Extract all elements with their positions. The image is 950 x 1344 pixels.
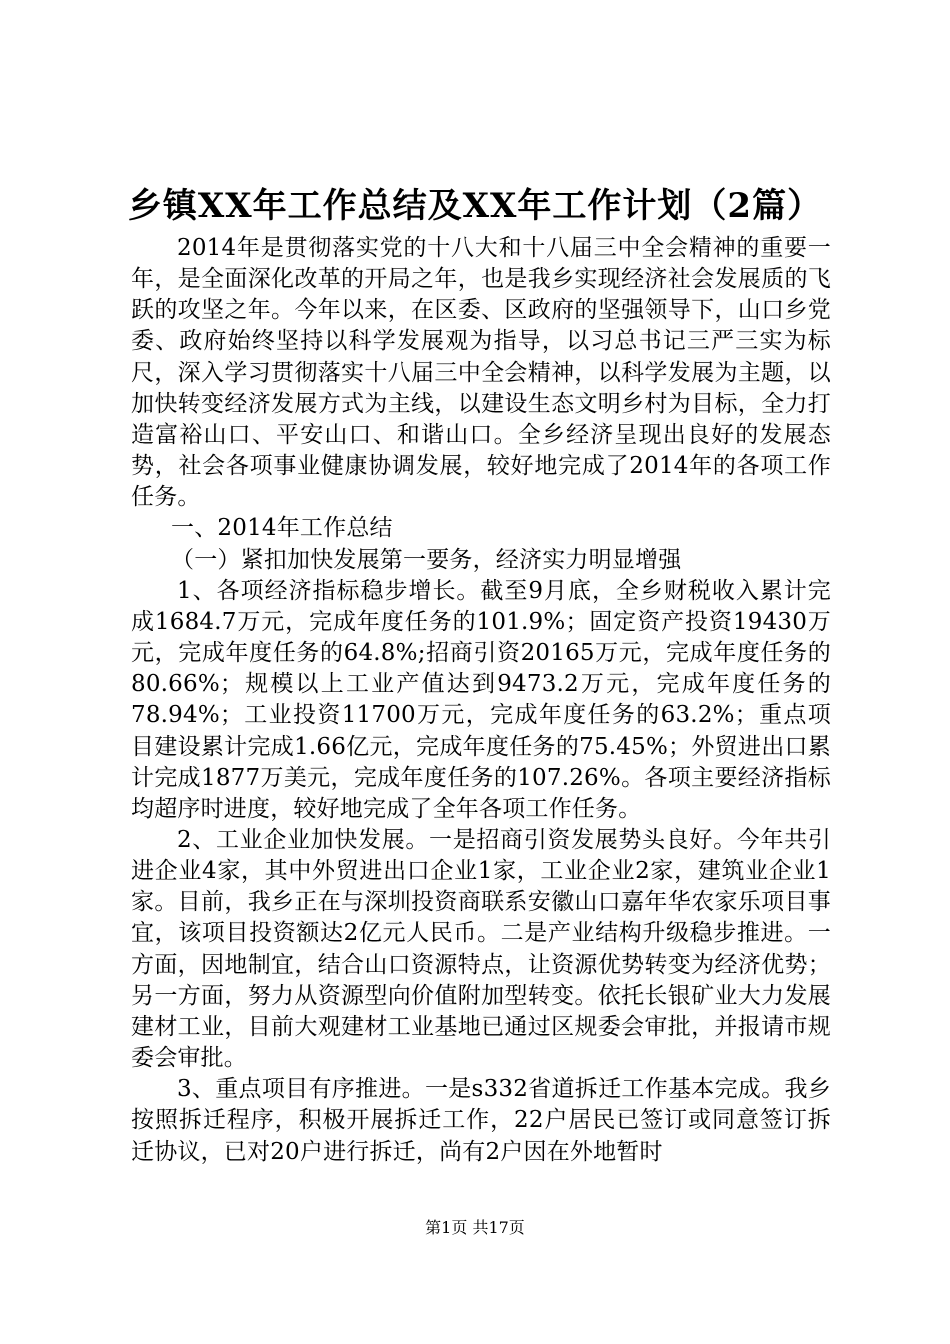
paragraph-key-projects: 3、重点项目有序推进。一是s332省道拆迁工作基本完成。我乡按照拆迁程序，积极开展拆迁工作，22户居民已签订或同意签订拆迁协议，已对20户进行拆迁，尚有2户因在外地暂时 bbox=[131, 1076, 831, 1165]
page-number: 第1页 共17页 bbox=[425, 1218, 525, 1237]
paragraph-intro: 2014年是贯彻落实党的十八大和十八届三中全会精神的重要一年，是全面深化改革的开局之年，也是我乡实现经济社会发展质的飞跃的攻坚之年。今年以来，在区委、区政府的坚强领导下，山口乡党委、政府始终坚持以科学发展观为指导，以习总书记三严三实为标尺，深入学习贯彻落实十八届三中全会精神，以科学发展为主题，以加快转变经济发展方式为主线，以建设生态文明乡村为目标，全力打造富裕山口、平安山口、和谐山口。全乡经济呈现出良好的发展态势，社会各项事业健康协调发展，较好地完成了2014年的各项工作任务。 bbox=[131, 235, 831, 511]
document-body bbox=[131, 233, 831, 1168]
document-title: 乡镇XX年工作总结及XX年工作计划（2篇） bbox=[127, 186, 823, 226]
subsection-heading: （一）紧扣加快发展第一要务，经济实力明显增强 bbox=[171, 546, 682, 573]
paragraph-industry: 2、工业企业加快发展。一是招商引资发展势头良好。今年共引进企业4家，其中外贸进出口企业1家，工业企业2家，建筑业企业1家。目前，我乡正在与深圳投资商联系安徽山口嘉年华农家乐项目事宜，该项目投资额达2亿元人民币。二是产业结构升级稳步推进。一方面，因地制宜，结合山口资源特点，让资源优势转变为经济优势；另一方面，努力从资源型向价值附加型转变。依托长银矿业大力发展建材工业，目前大观建材工业基地已通过区规委会审批，并报请市规委会审批。 bbox=[131, 826, 831, 1072]
section-heading: 一、2014年工作总结 bbox=[171, 515, 393, 542]
paragraph-economic-indicators: 1、各项经济指标稳步增长。截至9月底，全乡财税收入累计完成1684.7万元，完成年度任务的101.9%；固定资产投资19430万元，完成年度任务的64.8%;招商引资20165万元，完成年度任务的80.66%；规模以上工业产值达到9473.2万元，完成年度任务的78.94%；工业投资11700万元，完成年度任务的63.2%；重点项目建设累计完成1.66亿元，完成年度任务的75.45%；外贸进出口累计完成1877万美元，完成年度任务的107.26%。各项主要经济指标均超序时进度，较好地完成了全年各项工作任务。 bbox=[131, 577, 831, 822]
